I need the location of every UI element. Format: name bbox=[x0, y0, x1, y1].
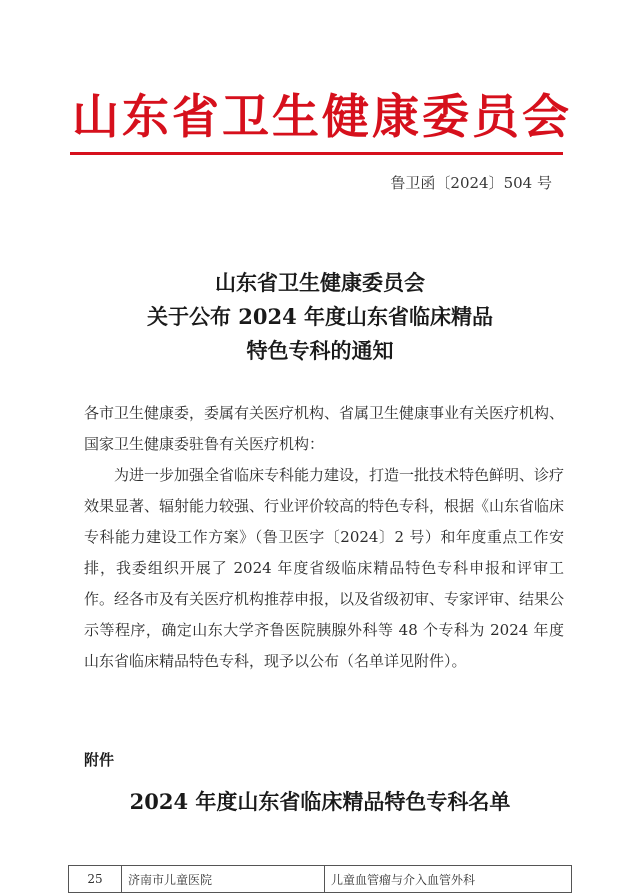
main-paragraph: 为进一步加强全省临床专科能力建设，打造一批技术特色鲜明、诊疗效果显著、辐射能力较强、行业评价较高的特色专科，根据《山东省临床专科能力建设工作方案》（鲁卫医字〔2024〕2 号）和年度重点工作安排，我委组织开展了 2024 年度省级临床精品特色专科申报和评审工作。经各市及有关医疗机构推荐申报，以及省级初审、专家评审、结果公示等程序，确定山东大学齐鲁医院胰腺外科等 48 个专科为 2024 年度山东省临床精品特色专科，现予以公布（名单详见附件）。 bbox=[84, 466, 565, 670]
attachment-title: 2024 年度山东省临床精品特色专科名单 bbox=[129, 789, 511, 814]
attachment-label: 附件 bbox=[84, 751, 115, 769]
recipients-paragraph: 各市卫生健康委，委属有关医疗机构、省属卫生健康事业有关医疗机构、国家卫生健康委驻鲁有关医疗机构： bbox=[84, 404, 565, 453]
notice-body bbox=[84, 398, 564, 677]
notice-title bbox=[0, 266, 640, 368]
table-row bbox=[69, 866, 572, 893]
hospital-cell: 济南市儿童医院 bbox=[122, 866, 325, 893]
specialty-cell: 儿童血管瘤与介入血管外科 bbox=[325, 866, 572, 893]
title-line-2: 关于公布 2024 年度山东省临床精品 bbox=[146, 304, 494, 329]
red-header-rule bbox=[70, 152, 563, 155]
document-number: 鲁卫函〔2024〕504 号 bbox=[390, 174, 552, 192]
title-line-3: 特色专科的通知 bbox=[246, 338, 394, 363]
title-line-1: 山东省卫生健康委员会 bbox=[215, 270, 425, 295]
row-number-cell: 25 bbox=[69, 866, 122, 893]
specialty-list-table bbox=[68, 865, 572, 893]
organization-header: 山东省卫生健康委员会 bbox=[72, 90, 572, 145]
